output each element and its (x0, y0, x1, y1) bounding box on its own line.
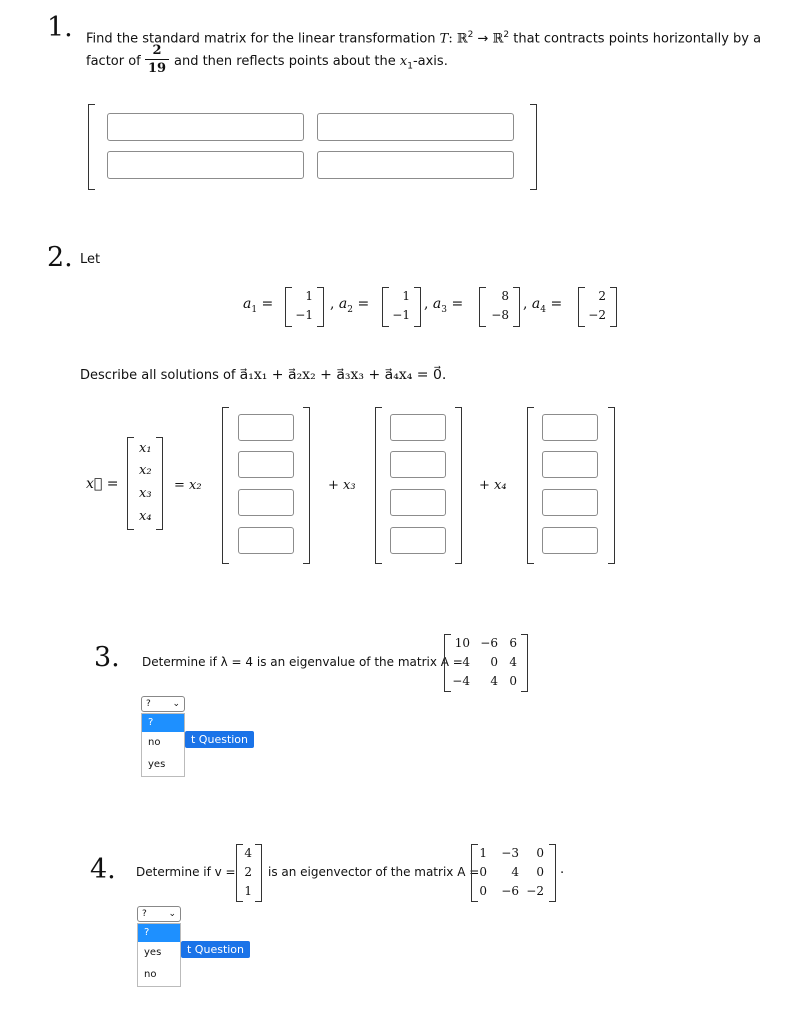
q2-col3-input[interactable] (542, 451, 598, 478)
q2-vec-label: , $a_3$ = (424, 296, 464, 315)
q3-select-value: ? (146, 699, 151, 709)
q2-vec1-top: 1 (305, 289, 313, 303)
q3-matrix-cell: 4 (490, 674, 498, 688)
q1-matrix-input[interactable] (317, 151, 514, 179)
q1-frac-bar (145, 59, 169, 60)
q2-col1-bracket-right (303, 407, 310, 564)
q3-matrix-cell: 4 (509, 655, 517, 669)
q2-vec4-bracket-right (610, 287, 617, 327)
q2-x-entry: x₄ (139, 509, 152, 524)
q2-vec1-bracket-right (317, 287, 324, 327)
q1-codomain: ℝ (492, 31, 504, 47)
q2-vec2-bottom: −1 (392, 308, 410, 322)
q4-matrix-cell: 1 (479, 846, 487, 860)
q1-domain: ℝ (456, 31, 468, 47)
q3-submit-button[interactable]: t Question (185, 731, 254, 748)
q1-frac-den: 19 (147, 61, 167, 76)
q1-suffix: that contracts points horizontally by a (513, 31, 762, 47)
q2-col2-input[interactable] (390, 527, 446, 554)
q2-vec1-bottom: −1 (295, 308, 313, 322)
q4-period: . (560, 862, 565, 877)
q2-x-bracket-left (127, 437, 134, 530)
q4-v-bracket-right (255, 844, 262, 902)
q1-exp1: 2 (467, 30, 474, 40)
q2-x-bracket-right (156, 437, 163, 530)
q2-plus-x4: + x₄ (479, 478, 507, 493)
q2-vec-name: a (243, 296, 252, 312)
q2-col3-input[interactable] (542, 527, 598, 554)
q2-col3-input[interactable] (542, 489, 598, 516)
q2-col3-bracket-right (608, 407, 615, 564)
q2-col1-bracket-left (222, 407, 229, 564)
q1-bracket-right (530, 104, 537, 190)
q2-x-entry: x₁ (139, 441, 152, 456)
chevron-down-icon: ⌄ (168, 909, 176, 919)
q4-submit-button[interactable]: t Question (181, 941, 250, 958)
q3-matrix-cell: 4 (462, 655, 470, 669)
q2-col1-input[interactable] (238, 414, 294, 441)
q3-option[interactable]: yes (148, 759, 166, 770)
q2-vec2-top: 1 (402, 289, 410, 303)
q3-matrix-cell: 0 (490, 655, 498, 669)
q1-tail (174, 54, 448, 75)
chevron-down-icon: ⌄ (172, 699, 180, 709)
q4-matrix-cell: 0 (536, 865, 544, 879)
q1-exp2: 2 (503, 30, 510, 40)
q4-matrix-cell: 0 (479, 865, 487, 879)
q2-col1-input[interactable] (238, 451, 294, 478)
q4-text1: Determine if v = (136, 865, 236, 879)
q3-dropdown-list (141, 713, 185, 777)
q2-intro: Let (80, 252, 101, 267)
q3-number: 3. (94, 642, 120, 673)
q2-vec-label: , $a_2$ = (330, 296, 370, 315)
q4-option[interactable]: yes (144, 947, 162, 958)
q3-answer-select[interactable] (141, 696, 185, 712)
q4-matrix-cell: 0 (479, 884, 487, 898)
q2-equation: a⃗₁x₁ + a⃗₂x₂ + a⃗₃x₃ + a⃗₄x₄ = 0⃗. (239, 367, 447, 383)
q2-vec4-top: 2 (598, 289, 606, 303)
q2-vec3-bottom: −8 (491, 308, 509, 322)
q1-tail-text: and then reflects points about the (174, 54, 396, 69)
q1-matrix-input[interactable] (317, 113, 514, 141)
q2-vec3-bracket-right (513, 287, 520, 327)
q3-text: Determine if λ = 4 is an eigenvalue of the matrix A = (142, 655, 463, 669)
q2-x-entry: x₃ (139, 486, 152, 501)
q4-option[interactable]: no (144, 969, 157, 980)
q2-col1-input[interactable] (238, 489, 294, 516)
q3-matrix-cell: 0 (509, 674, 517, 688)
q3-matrix-cell: −4 (452, 674, 470, 688)
q1-colon: : (448, 31, 453, 47)
q2-col2-input[interactable] (390, 414, 446, 441)
q2-vec-sub: 4 (540, 304, 546, 315)
q4-matrix-cell: −6 (501, 884, 519, 898)
q4-text2: is an eigenvector of the matrix A = (268, 865, 480, 879)
q2-vec-sub: 3 (441, 304, 447, 315)
q1-bracket-left (88, 104, 95, 190)
q2-describe (80, 367, 446, 384)
q4-number: 4. (90, 854, 116, 885)
q2-col2-bracket-right (455, 407, 462, 564)
q4-dropdown-list (137, 923, 181, 987)
q2-x-entry: x₂ (139, 463, 152, 478)
q2-col1-input[interactable] (238, 527, 294, 554)
q2-vec-label: , $a_4$ = (523, 296, 563, 315)
q1-number: 1. (47, 12, 73, 43)
q1-matrix-input[interactable] (107, 113, 304, 141)
q4-matrix-cell: −2 (526, 884, 544, 898)
q2-col3-bracket-left (527, 407, 534, 564)
q4-matrix-cell: 4 (511, 865, 519, 879)
q2-col2-input[interactable] (390, 489, 446, 516)
q2-eq-x2: = x₂ (174, 478, 202, 493)
q3-matrix-bracket-right (521, 634, 528, 692)
q3-matrix-cell: −6 (480, 636, 498, 650)
q1-factor-label: factor of (86, 54, 141, 69)
q3-matrix-cell: 10 (454, 636, 470, 650)
q4-select-value: ? (142, 909, 147, 919)
q2-x-vec-label: x⃗ = (86, 476, 119, 492)
q1-axis-var: x (399, 54, 408, 69)
q2-plus-x3: + x₃ (328, 478, 356, 493)
q2-col2-input[interactable] (390, 451, 446, 478)
q1-prefix: Find the standard matrix for the linear transformation (86, 31, 436, 47)
q2-col3-input[interactable] (542, 414, 598, 441)
q2-vec4-bottom: −2 (588, 308, 606, 322)
q1-T: T (439, 31, 449, 47)
q2-vec-name: a (531, 296, 541, 312)
q1-statement (86, 27, 761, 47)
q3-matrix-cell: 6 (509, 636, 517, 650)
q1-frac-num: 2 (152, 43, 162, 58)
q3-option[interactable]: no (148, 737, 161, 748)
q4-v-entry: 4 (244, 846, 252, 860)
q2-vec-sub: 1 (251, 304, 258, 315)
q2-vec-name: a (432, 296, 442, 312)
q4-v-entry: 1 (244, 884, 252, 898)
q3-option[interactable]: ? (142, 714, 184, 732)
q4-matrix-cell: 0 (536, 846, 544, 860)
q4-matrix-bracket-right (549, 844, 556, 902)
q1-arrow: → (477, 31, 489, 47)
q4-option[interactable]: ? (138, 924, 180, 942)
q2-vec-sub: 2 (347, 304, 353, 315)
q1-axis-sub: 1 (407, 61, 413, 72)
q2-number: 2. (47, 242, 73, 273)
q4-answer-select[interactable] (137, 906, 181, 922)
q2-vec3-bracket-left (479, 287, 486, 327)
q2-vec-label: $a_1$ = (243, 296, 274, 315)
q4-matrix-cell: −3 (501, 846, 519, 860)
q2-vec-name: a (338, 296, 348, 312)
q1-axis-end: -axis. (412, 54, 448, 69)
q2-vec2-bracket-right (414, 287, 421, 327)
q2-describe-text: Describe all solutions of (80, 368, 236, 383)
q2-vec3-top: 8 (501, 289, 509, 303)
q1-matrix-input[interactable] (107, 151, 304, 179)
q2-col2-bracket-left (375, 407, 382, 564)
q4-v-entry: 2 (244, 865, 252, 879)
